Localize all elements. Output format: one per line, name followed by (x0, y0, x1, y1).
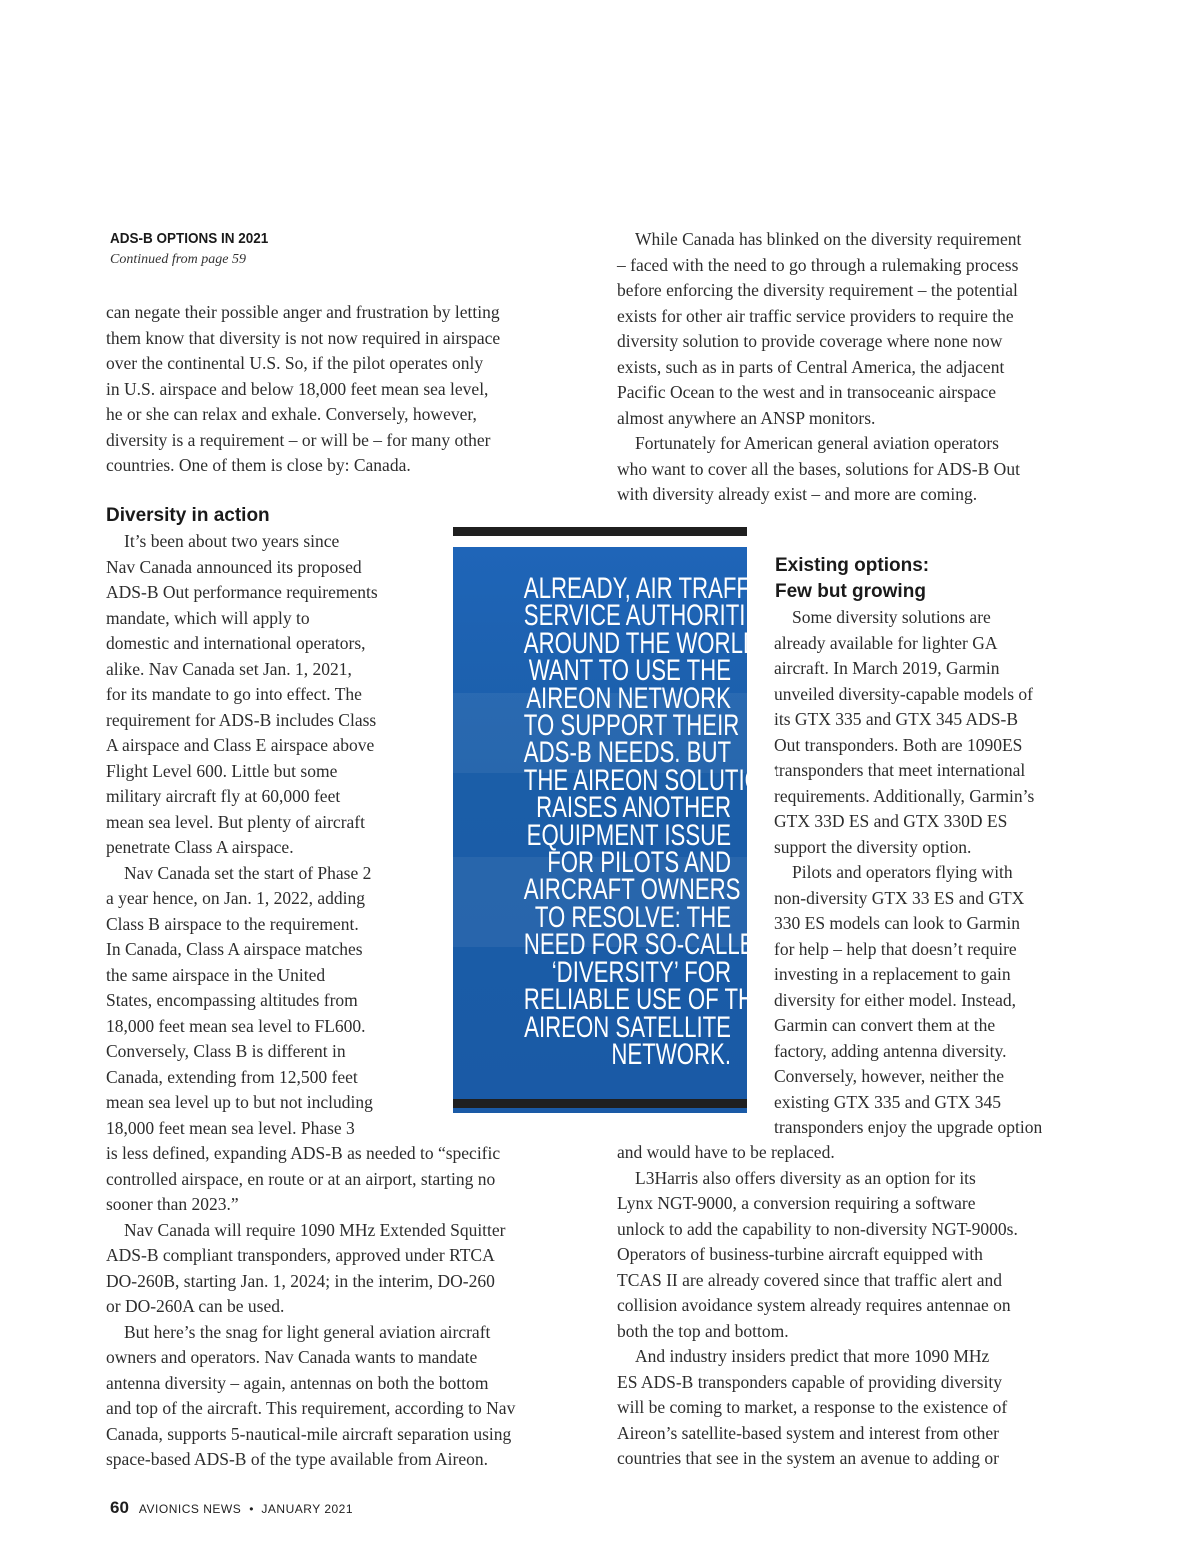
text-line: sooner than 2023.” (106, 1194, 239, 1214)
text-line: support the diversity option. (774, 836, 972, 857)
text-line: Fortunately for American general aviation operators (635, 433, 999, 453)
section-kicker: ADS-B OPTIONS IN 2021 (110, 230, 269, 247)
pull-quote-top-rule (453, 527, 747, 536)
text-line: Flight Level 600. Little but some (106, 760, 338, 781)
text-line: existing GTX 335 and GTX 345 (774, 1091, 1001, 1112)
text-line: mean sea level up to but not including (106, 1092, 373, 1112)
text-line: Canada, supports 5-nautical-mile aircraft separation using (106, 1423, 512, 1444)
text-line: non-diversity GTX 33 ES and GTX (774, 887, 1025, 908)
text-line: – faced with the need to go through a rulemaking process (617, 254, 1019, 275)
text-line: Canada, extending from 12,500 feet (106, 1066, 358, 1087)
text-line: owners and operators. Nav Canada wants to mandate (106, 1347, 478, 1367)
heading-line: Few but growing (775, 580, 926, 602)
text-line: and would have to be replaced. (617, 1142, 835, 1162)
text-line: controlled airspace, en route or at an airport, starting no (106, 1168, 496, 1189)
pull-quote-line: EQUIPMENT ISSUE (526, 818, 731, 852)
col1-top-text (106, 300, 500, 479)
text-line: or DO-260A can be used. (106, 1296, 285, 1316)
text-line: 330 ES models can look to Garmin (774, 913, 1020, 933)
pull-quote-bottom-rule (453, 1099, 747, 1108)
text-line: investing in a replacement to gain (774, 964, 1011, 984)
text-line: exists for other air traffic service providers to require the (617, 305, 1014, 326)
text-line: its GTX 335 and GTX 345 ADS-B (774, 709, 1019, 729)
text-line: antenna diversity – again, antennas on both the bottom (106, 1372, 489, 1393)
text-line: Pilots and operators flying with (792, 862, 1013, 882)
text-line: and top of the aircraft. This requirement, according to Nav (106, 1398, 516, 1418)
col2-narrow-text (774, 605, 1042, 1141)
text-line: ADS-B Out performance requirements (106, 582, 378, 602)
text-line: countries. One of them is close by: Canada. (106, 455, 411, 475)
text-line: 18,000 feet mean sea level. Phase 3 (106, 1117, 355, 1138)
text-line: before enforcing the diversity requirement – the potential (617, 280, 1018, 300)
text-line: Conversely, however, neither the (774, 1066, 1004, 1086)
text-line: TCAS II are already covered since that traffic alert and (617, 1269, 1002, 1290)
pull-quote-line: RELIABLE USE OF THE (523, 983, 769, 1017)
pull-quote-line: WANT TO USE THE (528, 654, 731, 688)
text-line: Nav Canada will require 1090 MHz Extended Squitter (124, 1219, 506, 1240)
text-line: he or she can relax and exhale. Conversely, however, (106, 404, 477, 424)
text-line: Nav Canada announced its proposed (106, 556, 362, 577)
text-line: diversity solution to provide coverage where none now (617, 331, 1003, 351)
text-line: In Canada, Class A airspace matches (106, 939, 363, 959)
text-line: in U.S. airspace and below 18,000 feet mean sea level, (106, 378, 489, 399)
text-line: While Canada has blinked on the diversity requirement (635, 229, 1022, 249)
text-line: 18,000 feet mean sea level to FL600. (106, 1015, 366, 1036)
text-line: a year hence, on Jan. 1, 2022, adding (106, 888, 366, 908)
heading-existing-options (775, 553, 929, 604)
pull-quote-line: AROUND THE WORLD (523, 626, 759, 660)
text-line: Aireon’s satellite-based system and interest from other (617, 1422, 999, 1443)
heading-diversity-in-action: Diversity in action (106, 505, 270, 526)
text-line: ES ADS-B transponders capable of providing diversity (617, 1371, 1002, 1392)
page-footer (110, 1498, 353, 1518)
text-line: will be coming to market, a response to the existence of (617, 1397, 1008, 1417)
pull-quote-line: AIREON NETWORK (526, 681, 731, 715)
text-line: mean sea level. But plenty of aircraft (106, 811, 365, 832)
heading-line: Existing options: (775, 555, 930, 576)
col2-top-text (617, 227, 1021, 508)
text-line: DO-260B, starting Jan. 1, 2024; in the interim, DO-260 (106, 1270, 495, 1291)
text-line: GTX 33D ES and GTX 330D ES (774, 811, 1008, 831)
text-line: transponders enjoy the upgrade option (774, 1117, 1043, 1137)
text-line: But here’s the snag for light general aviation aircraft (124, 1321, 491, 1342)
text-line: already available for lighter GA (774, 632, 998, 653)
text-line: Garmin can convert them at the (774, 1015, 996, 1035)
text-line: It’s been about two years since (124, 531, 340, 551)
text-line: Conversely, Class B is different in (106, 1041, 346, 1061)
pull-quote (453, 527, 778, 1108)
pull-quote-line: NETWORK. (611, 1037, 731, 1071)
text-line: diversity for either model. Instead, (774, 989, 1017, 1010)
text-line: space-based ADS-B of the type available from Aireon. (106, 1449, 488, 1469)
pull-quote-line: SERVICE AUTHORITIES (523, 599, 776, 633)
publication-name: AVIONICS NEWS (138, 1502, 242, 1516)
footer-separator: • (249, 1502, 254, 1516)
text-line: transponders that meet international (774, 760, 1026, 780)
text-line: And industry insiders predict that more 1090 MHz (635, 1346, 990, 1366)
text-line: Operators of business-turbine aircraft equipped with (617, 1244, 983, 1264)
text-line: requirement for ADS-B includes Class (106, 709, 377, 730)
text-line: them know that diversity is not now required in airspace (106, 327, 501, 348)
text-line: penetrate Class A airspace. (106, 837, 294, 857)
pull-quote-text (451, 572, 778, 1071)
text-line: factory, adding antenna diversity. (774, 1040, 1007, 1061)
page-number: 60 (110, 1498, 129, 1517)
text-line: Out transponders. Both are 1090ES (774, 734, 1023, 755)
text-line: requirements. Additionally, Garmin’s (774, 785, 1035, 806)
text-line: with diversity already exist – and more are coming. (617, 484, 978, 504)
text-line: the same airspace in the United (106, 964, 326, 985)
continued-note: Continued from page 59 (110, 252, 246, 267)
text-line: Lynx NGT-9000, a conversion requiring a software (617, 1193, 976, 1213)
col1-narrow-text (106, 529, 378, 1141)
col2-wide-text (617, 1140, 1018, 1472)
pull-quote-line: ‘DIVERSITY’ FOR (551, 955, 731, 989)
pull-quote-line: AIRCRAFT OWNERS (523, 873, 741, 907)
text-line: who want to cover all the bases, solutions for ADS-B Out (617, 458, 1020, 479)
pull-quote-line: ALREADY, AIR TRAFFIC (523, 572, 773, 605)
pull-quote-line: NEED FOR SO-CALLED (523, 928, 771, 962)
col1-wide-text (106, 1141, 515, 1473)
text-line: unveiled diversity-capable models of (774, 683, 1034, 704)
pull-quote-line: TO SUPPORT THEIR (523, 709, 740, 743)
text-line: countries that see in the system an avenue to adding or (617, 1448, 999, 1468)
text-line: alike. Nav Canada set Jan. 1, 2021, (106, 658, 352, 679)
text-line: over the continental U.S. So, if the pilot operates only (106, 353, 484, 373)
text-line: both the top and bottom. (617, 1320, 789, 1341)
pull-quote-line: THE AIREON SOLUTION (523, 763, 778, 797)
text-line: for help – help that doesn’t require (774, 938, 1017, 959)
pull-quote-line: TO RESOLVE: THE (534, 900, 731, 934)
issue-date: JANUARY 2021 (261, 1502, 354, 1516)
text-line: military aircraft fly at 60,000 feet (106, 786, 341, 806)
pull-quote-line: RAISES ANOTHER (536, 791, 731, 825)
text-line: domestic and international operators, (106, 633, 366, 653)
text-line: ADS-B compliant transponders, approved under RTCA (106, 1245, 495, 1265)
text-line: L3Harris also offers diversity as an option for its (635, 1167, 976, 1188)
text-line: can negate their possible anger and frustration by letting (106, 302, 500, 322)
text-line: for its mandate to go into effect. The (106, 684, 362, 704)
pull-quote-line: ADS-B NEEDS. BUT (523, 736, 732, 770)
text-line: collision avoidance system already requires antennae on (617, 1295, 1011, 1315)
text-line: diversity is a requirement – or will be – for many other (106, 429, 491, 450)
text-line: mandate, which will apply to (106, 607, 310, 628)
text-line: States, encompassing altitudes from (106, 990, 358, 1010)
pull-quote-line: FOR PILOTS AND (547, 846, 731, 880)
text-line: Class B airspace to the requirement. (106, 913, 359, 934)
text-line: Some diversity solutions are (792, 607, 991, 627)
text-line: Nav Canada set the start of Phase 2 (124, 862, 372, 883)
text-line: A airspace and Class E airspace above (106, 735, 375, 755)
pull-quote-line: AIREON SATELLITE (524, 1010, 731, 1044)
text-line: is less defined, expanding ADS-B as needed to “specific (106, 1143, 501, 1163)
text-line: almost anywhere an ANSP monitors. (617, 407, 876, 428)
text-line: exists, such as in parts of Central America, the adjacent (617, 356, 1005, 377)
text-line: unlock to add the capability to non-diversity NGT-9000s. (617, 1218, 1018, 1239)
text-line: Pacific Ocean to the west and in transoceanic airspace (617, 382, 996, 402)
text-line: aircraft. In March 2019, Garmin (774, 658, 1000, 678)
